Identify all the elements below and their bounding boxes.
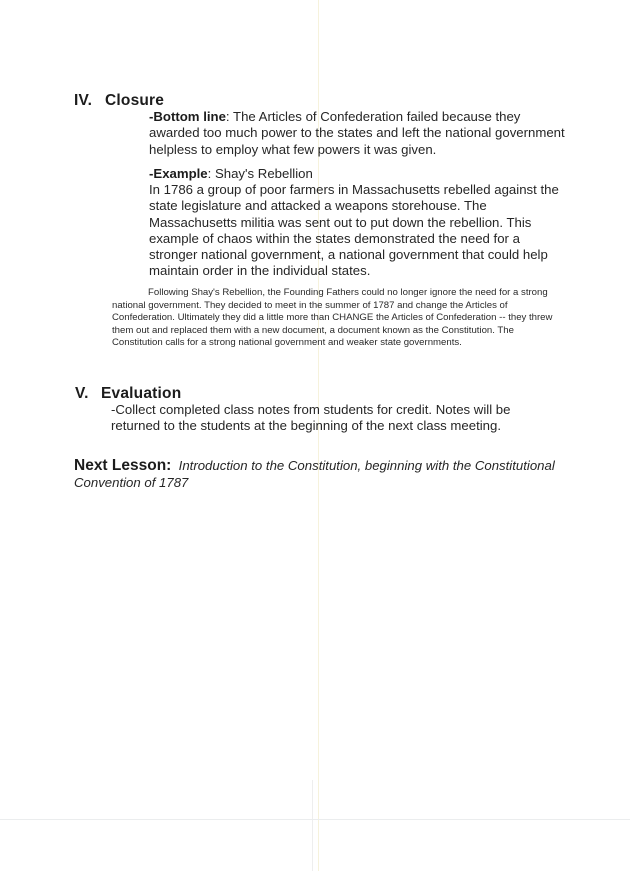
section-numeral: V.: [75, 385, 89, 402]
followup-note-paragraph: [112, 287, 560, 350]
example-label: -Example: [149, 166, 208, 181]
next-lesson: [74, 458, 574, 491]
section-title: Evaluation: [101, 385, 182, 402]
example-heading: [149, 166, 567, 182]
scan-artifact-vertical-line: [312, 780, 313, 871]
followup-note-text: Following Shay's Rebellion, the Founding Fathers could no longer ignore the need for a strong national government. They decided to meet in the summer of 1787 and change the Articles of Confederation. Ultimately they did a little more than CHANGE the Articles of Confederation -- they threw them out and replaced them with a new document, a document known as the Constitution. The Constitution calls for a strong national government and weaker state governments.: [112, 287, 553, 349]
next-lesson-value: Introduction to the Constitution, beginning with the Constitutional Convention of 1787: [74, 458, 555, 490]
next-lesson-label: Next Lesson:: [74, 457, 172, 474]
section-numeral: IV.: [74, 92, 93, 109]
bottom-line-paragraph: [149, 109, 569, 158]
section-heading-evaluation: [75, 385, 181, 403]
section-title: Closure: [105, 92, 165, 109]
section-heading-closure: [74, 92, 164, 110]
bottom-line-label: -Bottom line: [149, 109, 226, 124]
example-title: : Shay's Rebellion: [207, 166, 313, 181]
example-paragraph: In 1786 a group of poor farmers in Massachusetts rebelled against the state legislature and attacked a weapons storehouse. The Massachusetts militia was sent out to put down the rebellion. This example of chaos within the states demonstrated the need for a stronger national government, a national government that could help maintain order in the individual states.: [149, 182, 559, 279]
evaluation-paragraph: -Collect completed class notes from students for credit. Notes will be returned to the students at the beginning of the next class meeting.: [111, 402, 511, 434]
bottom-line-text: : The Articles of Confederation failed because they awarded too much power to the states and left the national government helpless to employ what few powers it was given.: [149, 109, 565, 157]
scan-artifact-horizontal-line: [0, 819, 630, 820]
